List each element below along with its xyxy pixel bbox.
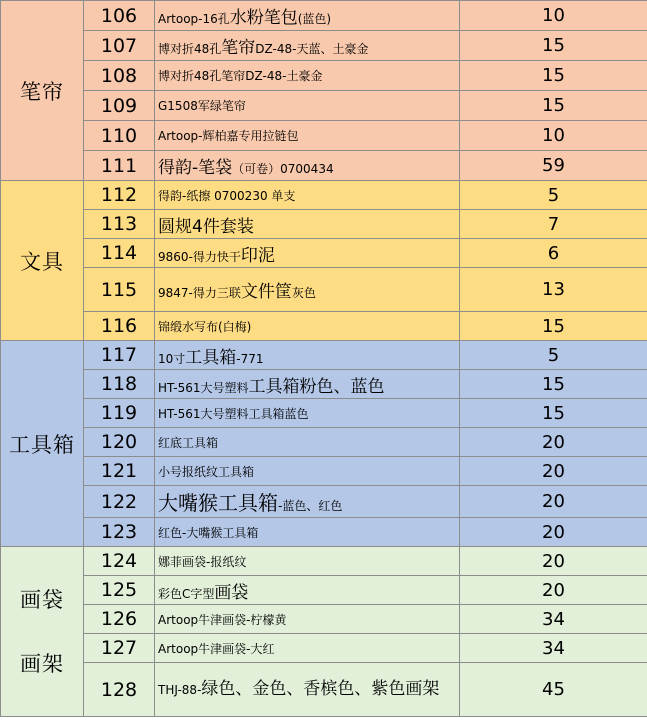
table-row[interactable] [1, 91, 647, 121]
category-cell[interactable] [1, 341, 84, 547]
table-row[interactable] [1, 457, 647, 486]
item-name[interactable]: 彩色C字型画袋 [155, 576, 460, 605]
item-name[interactable]: HT-561大号塑料工具箱粉色、蓝色 [155, 370, 460, 399]
item-number[interactable]: 118 [84, 370, 155, 399]
table-row[interactable] [1, 31, 647, 61]
table-row[interactable] [1, 181, 647, 210]
table-row[interactable] [1, 1, 647, 31]
table-row[interactable] [1, 312, 647, 341]
item-quantity[interactable]: 15 [460, 399, 647, 428]
item-number[interactable]: 113 [84, 210, 155, 239]
item-quantity[interactable]: 20 [460, 576, 647, 605]
table-row[interactable] [1, 341, 647, 370]
item-number[interactable]: 123 [84, 518, 155, 547]
item-quantity[interactable]: 45 [460, 663, 647, 717]
table-row[interactable] [1, 151, 647, 181]
item-number[interactable]: 122 [84, 486, 155, 518]
table-row[interactable] [1, 634, 647, 663]
table-row[interactable] [1, 576, 647, 605]
category-label: 画袋 [20, 587, 64, 612]
item-quantity[interactable]: 15 [460, 61, 647, 91]
item-quantity[interactable]: 5 [460, 341, 647, 370]
category-label: 笔帘 [20, 79, 64, 104]
item-number[interactable]: 117 [84, 341, 155, 370]
item-name[interactable]: 红底工具箱 [155, 428, 460, 457]
category-label: 文具 [20, 249, 64, 274]
item-number[interactable]: 121 [84, 457, 155, 486]
item-name[interactable]: HT-561大号塑料工具箱蓝色 [155, 399, 460, 428]
table-row[interactable] [1, 210, 647, 239]
category-label: 工具箱 [9, 432, 75, 457]
item-name[interactable]: G1508军绿笔帘 [155, 91, 460, 121]
item-quantity[interactable]: 20 [460, 518, 647, 547]
item-name[interactable]: 大嘴猴工具箱-蓝色、红色 [155, 486, 460, 518]
item-number[interactable]: 114 [84, 239, 155, 268]
item-number[interactable]: 108 [84, 61, 155, 91]
table-row[interactable] [1, 399, 647, 428]
item-quantity[interactable]: 13 [460, 268, 647, 312]
item-quantity[interactable]: 34 [460, 605, 647, 634]
category-cell[interactable] [1, 181, 84, 341]
item-number[interactable]: 125 [84, 576, 155, 605]
item-name[interactable]: 圆规4件套装 [155, 210, 460, 239]
item-quantity[interactable]: 5 [460, 181, 647, 210]
item-quantity[interactable]: 6 [460, 239, 647, 268]
table-row[interactable] [1, 121, 647, 151]
item-quantity[interactable]: 7 [460, 210, 647, 239]
table-row[interactable] [1, 518, 647, 547]
item-quantity[interactable]: 10 [460, 121, 647, 151]
item-quantity[interactable]: 20 [460, 486, 647, 518]
item-name[interactable]: 红色-大嘴猴工具箱 [155, 518, 460, 547]
item-name[interactable]: 博对折48孔笔帘DZ-48-土豪金 [155, 61, 460, 91]
category-cell[interactable] [1, 1, 84, 181]
item-name[interactable]: 得韵-纸擦 0700230 单支 [155, 181, 460, 210]
category-cell[interactable] [1, 547, 84, 717]
table-row[interactable] [1, 428, 647, 457]
item-name[interactable]: Artoop牛津画袋-大红 [155, 634, 460, 663]
item-name[interactable]: Artoop-16孔水粉笔包(蓝色) [155, 1, 460, 31]
item-quantity[interactable]: 10 [460, 1, 647, 31]
item-quantity[interactable]: 15 [460, 370, 647, 399]
item-quantity[interactable]: 15 [460, 91, 647, 121]
item-number[interactable]: 126 [84, 605, 155, 634]
item-quantity[interactable]: 15 [460, 31, 647, 61]
table-row[interactable] [1, 547, 647, 576]
item-number[interactable]: 124 [84, 547, 155, 576]
item-name[interactable]: 得韵-笔袋（可卷）0700434 [155, 151, 460, 181]
item-quantity[interactable]: 34 [460, 634, 647, 663]
item-name[interactable]: THJ-88-绿色、金色、香槟色、紫色画架 [155, 663, 460, 717]
item-name[interactable]: Artoop牛津画袋-柠檬黄 [155, 605, 460, 634]
table-row[interactable] [1, 61, 647, 91]
item-number[interactable]: 106 [84, 1, 155, 31]
item-name[interactable]: 娜菲画袋-报纸纹 [155, 547, 460, 576]
item-name[interactable]: Artoop-辉柏嘉专用拉链包 [155, 121, 460, 151]
item-name[interactable]: 9860-得力快干印泥 [155, 239, 460, 268]
item-name[interactable]: 博对折48孔笔帘DZ-48-天蓝、土豪金 [155, 31, 460, 61]
table-row[interactable] [1, 370, 647, 399]
item-number[interactable]: 109 [84, 91, 155, 121]
table-row[interactable] [1, 268, 647, 312]
item-quantity[interactable]: 20 [460, 428, 647, 457]
item-quantity[interactable]: 20 [460, 457, 647, 486]
item-number[interactable]: 110 [84, 121, 155, 151]
item-quantity[interactable]: 59 [460, 151, 647, 181]
table-row[interactable] [1, 239, 647, 268]
item-quantity[interactable]: 15 [460, 312, 647, 341]
table-row[interactable] [1, 663, 647, 717]
item-quantity[interactable]: 20 [460, 547, 647, 576]
item-number[interactable]: 128 [84, 663, 155, 717]
item-name[interactable]: 锦缎水写布(白梅) [155, 312, 460, 341]
category-label: 画架 [20, 651, 64, 676]
item-number[interactable]: 119 [84, 399, 155, 428]
item-number[interactable]: 127 [84, 634, 155, 663]
item-number[interactable]: 107 [84, 31, 155, 61]
item-number[interactable]: 115 [84, 268, 155, 312]
item-name[interactable]: 10寸工具箱-771 [155, 341, 460, 370]
item-number[interactable]: 111 [84, 151, 155, 181]
item-number[interactable]: 112 [84, 181, 155, 210]
table-row[interactable] [1, 605, 647, 634]
item-name[interactable]: 9847-得力三联文件筐灰色 [155, 268, 460, 312]
table-row[interactable] [1, 486, 647, 518]
item-number[interactable]: 120 [84, 428, 155, 457]
item-number[interactable]: 116 [84, 312, 155, 341]
item-name[interactable]: 小号报纸纹工具箱 [155, 457, 460, 486]
